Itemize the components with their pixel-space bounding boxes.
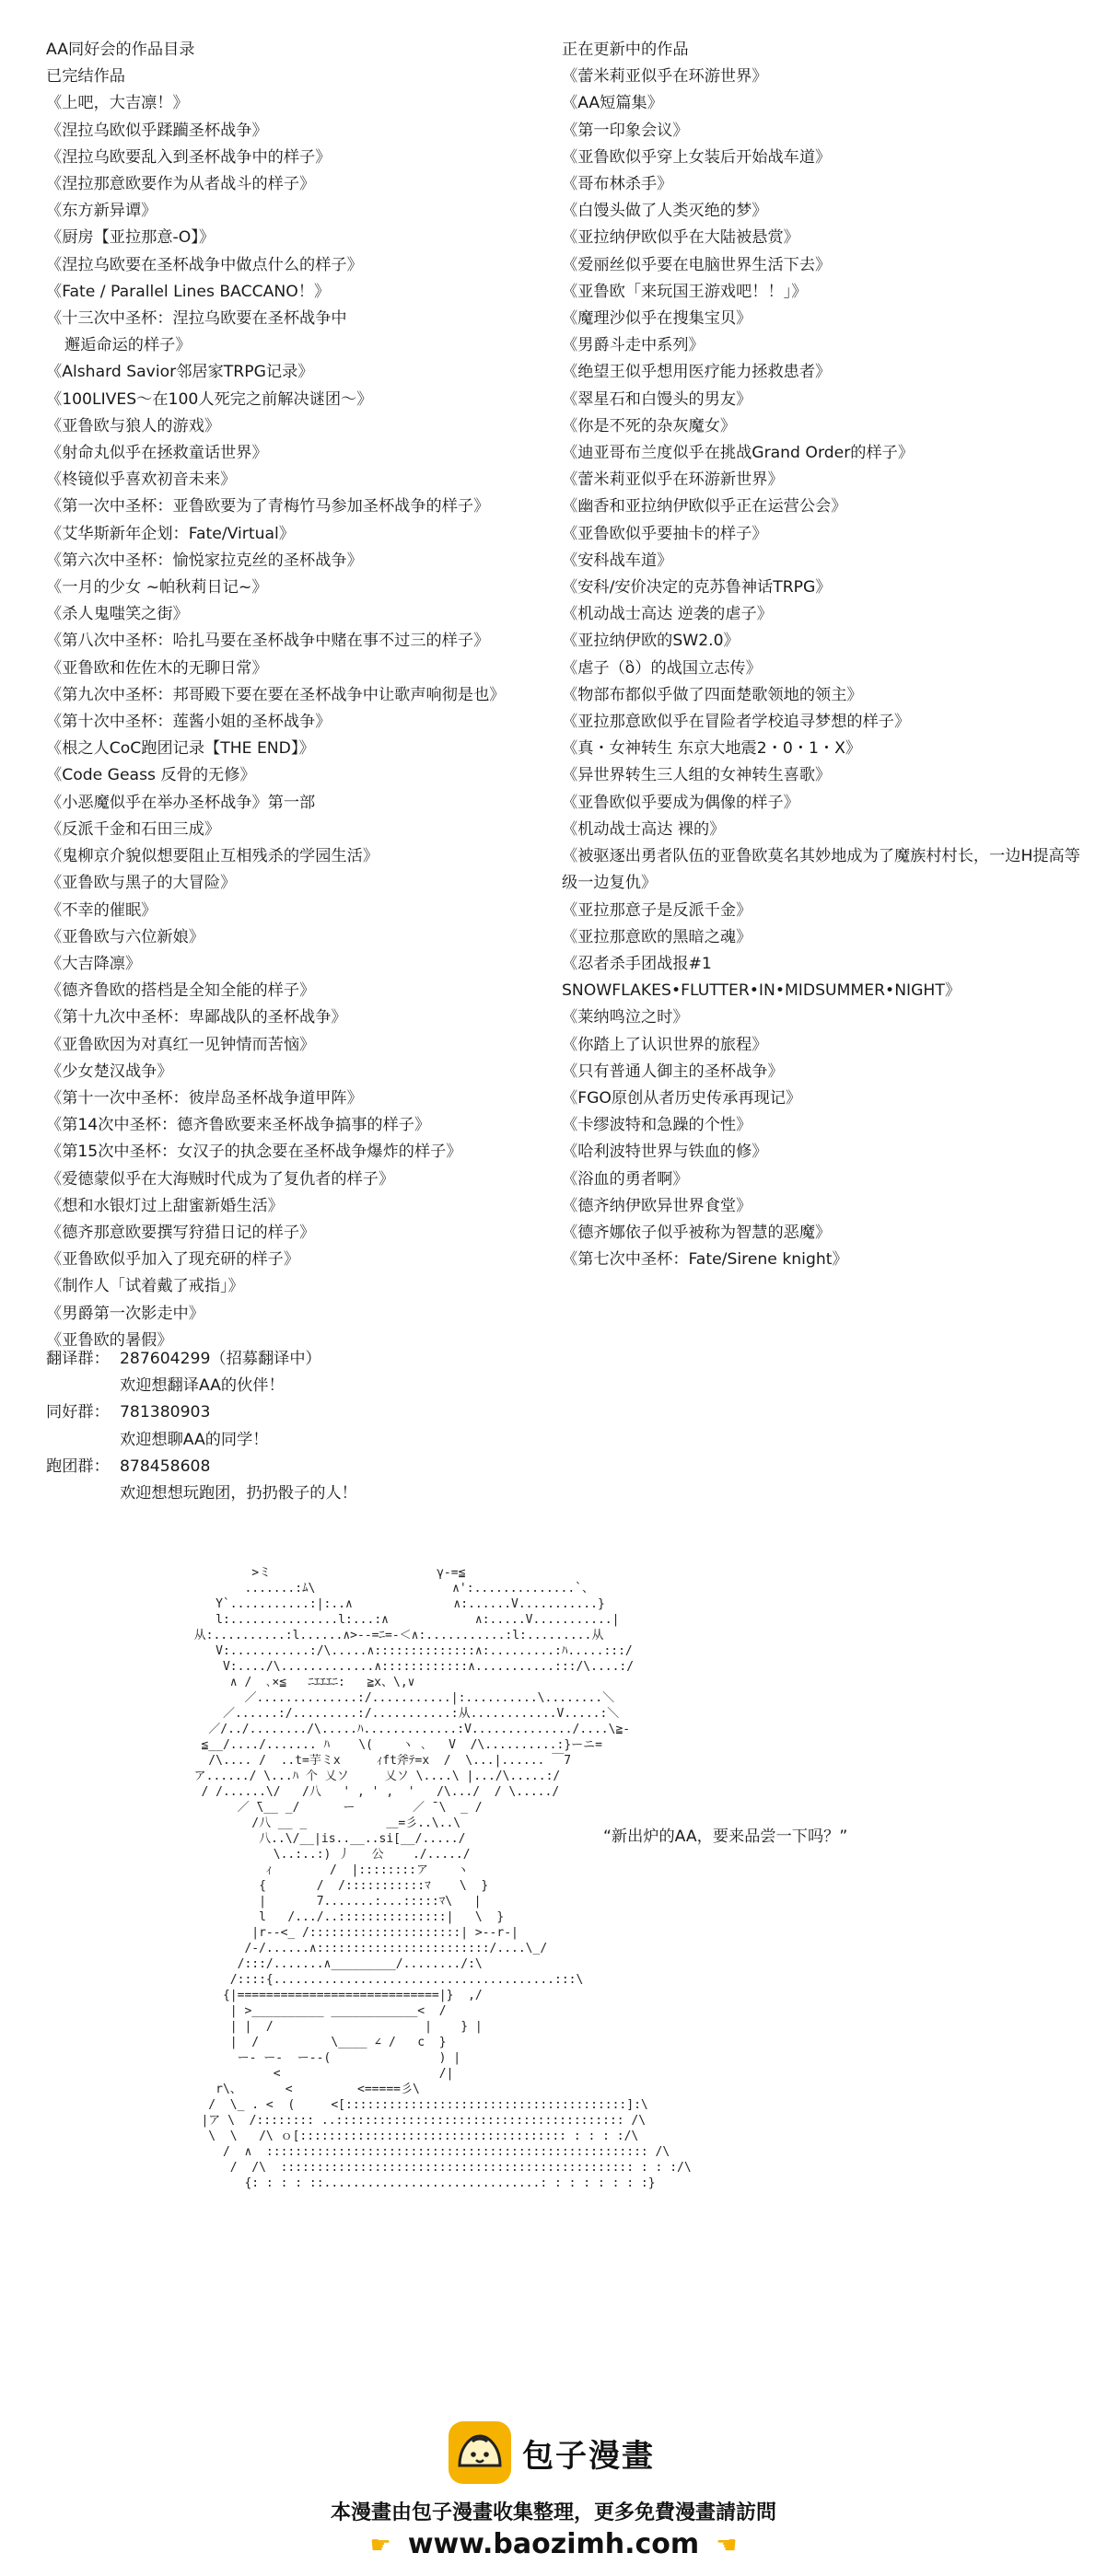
work-title: 《一月的少女 ~帕秋莉日记~》 [46, 578, 268, 598]
banner-notice: 本漫畫由包子漫畫收集整理，更多免費漫畫請訪問 [330, 2501, 776, 2524]
work-title: 《反派千金和石田三成》 [46, 819, 221, 839]
bun-logo-icon [447, 2419, 513, 2486]
work-title: 《第14次中圣杯：德齐鲁欧要来圣杯战争搞事的样子》 [46, 1116, 431, 1135]
work-title: 《安科/安价决定的克苏鲁神话TRPG》 [562, 578, 832, 598]
work-title: 《绝望王似乎想用医疗能力拯救患者》 [562, 363, 832, 382]
work-title: 《第九次中圣杯：邦哥殿下要在要在圣杯战争中让歌声响彻是也》 [46, 685, 506, 704]
work-title: 《亚鲁欧和佐佐木的无聊日常》 [46, 658, 268, 678]
work-title: 《涅拉乌欧要在圣杯战争中做点什么的样子》 [46, 255, 363, 274]
work-title: 《爱丽丝似乎要在电脑世界生活下去》 [562, 255, 832, 274]
run-number: 878458608 [120, 1456, 211, 1476]
work-title: 《柊镜似乎喜欢初音未来》 [46, 470, 237, 490]
work-title: 《Code Geass 反骨的无修》 [46, 766, 256, 785]
work-title: 《亚鲁欧的暑假》 [46, 1330, 173, 1350]
work-title: 《第十九次中圣杯：卑鄙战队的圣杯战争》 [46, 1008, 347, 1027]
translate-label: 翻译群： [46, 1350, 110, 1368]
work-title: 《亚鲁欧似乎加入了现充研的样子》 [46, 1250, 300, 1270]
completed-works-column [46, 37, 543, 1354]
work-title: 《德齐娜依子似乎被称为智慧的恶魔》 [562, 1223, 832, 1242]
translate-number: 287604299（招募翻译中） [120, 1350, 321, 1368]
fan-group [46, 1399, 357, 1426]
run-label: 跑团群： [46, 1456, 110, 1476]
site-logo[interactable] [447, 2419, 655, 2486]
group-contacts [46, 1346, 357, 1507]
watermark-banner [0, 2412, 1107, 2576]
work-title: 《亚拉那意子是反派千金》 [562, 900, 752, 920]
work-title: 《哈利波特世界与铁血的修》 [562, 1143, 768, 1162]
banner-url-row[interactable] [0, 2528, 1107, 2560]
work-title: 《根之人CoC跑团记录【THE END】》 [46, 739, 315, 759]
work-title: 《哥布林杀手》 [562, 175, 673, 194]
work-title: 《Fate / Parallel Lines BACCANO！》 [46, 282, 331, 301]
fan-number: 781380903 [120, 1403, 211, 1422]
work-title: 《男爵斗走中系列》 [562, 336, 705, 355]
work-title: 《涅拉那意欧要作为从者战斗的样子》 [46, 175, 316, 194]
ongoing-works-column [562, 37, 1096, 1273]
work-title: 《亚拉纳伊欧似乎在大陆被悬赏》 [562, 228, 799, 248]
work-title: 《第一印象会议》 [562, 121, 689, 140]
work-title: 《大吉降凛》 [46, 954, 142, 973]
work-title: 《杀人鬼嗤笑之街》 [46, 605, 189, 624]
work-title: 《上吧，大吉凛！》 [46, 94, 189, 113]
work-title: 《第六次中圣杯：愉悦家拉克丝的圣杯战争》 [46, 551, 363, 570]
run-group [46, 1454, 357, 1480]
work-title: 《第八次中圣杯：哈扎马要在圣杯战争中赌在事不过三的样子》 [46, 632, 490, 651]
translate-group [46, 1346, 357, 1373]
work-title: 《莱纳鸣泣之时》 [562, 1008, 689, 1027]
work-title: 《亚鲁欧「来玩国王游戏吧！！」》 [562, 282, 808, 301]
work-title: 《亚鲁欧因为对真红一见钟情而苦恼》 [46, 1035, 316, 1054]
work-title: 《100LIVES～在100人死完之前解决谜团～》 [46, 389, 373, 409]
work-title: 《真・女神转生 东京大地震2・0・1・X》 [562, 739, 862, 759]
work-title: 《涅拉乌欧似乎蹂躏圣杯战争》 [46, 121, 268, 140]
work-title: 《幽香和亚拉纳伊欧似乎正在运营公会》 [562, 497, 847, 516]
work-title: 《亚拉纳伊欧的SW2.0》 [562, 632, 740, 651]
work-title: 《蕾米莉亚似乎在环游新世界》 [562, 470, 784, 490]
work-title: 《艾华斯新年企划：Fate/Virtual》 [46, 524, 295, 543]
work-title: 《涅拉乌欧要乱入到圣杯战争中的样子》 [46, 147, 332, 167]
pointing-left-hand-icon: ☚ [716, 2532, 738, 2559]
work-title: 《十三次中圣杯：涅拉乌欧要在圣杯战争中 [46, 309, 347, 329]
work-title: 《FGO原创从者历史传承再现记》 [562, 1088, 802, 1108]
work-title: 《物部布都似乎做了四面楚歌领地的领主》 [562, 685, 863, 704]
work-title: 《厨房【亚拉那意-O】》 [46, 228, 216, 248]
work-title: 《亚鲁欧与狼人的游戏》 [46, 416, 221, 435]
work-title: 《小恶魔似乎在举办圣杯战争》第一部 [46, 793, 316, 812]
character-quote: “新出炉的AA，要来品尝一下吗？” [603, 1828, 848, 1846]
work-title: 《男爵第一次影走中》 [46, 1304, 204, 1323]
catalog-title: AA同好会的作品目录 [46, 41, 195, 59]
work-title: 《亚鲁欧似乎穿上女装后开始战车道》 [562, 147, 832, 167]
translate-note: 欢迎想翻译AA的伙伴！ [120, 1376, 285, 1396]
work-title: 《射命丸似乎在拯救童话世界》 [46, 444, 268, 463]
work-title: 邂逅命运的样子》 [64, 336, 192, 355]
work-title: 《安科战车道》 [562, 551, 673, 570]
work-title: 《只有普通人御主的圣杯战争》 [562, 1062, 784, 1081]
work-title: 《想和水银灯过上甜蜜新婚生活》 [46, 1196, 284, 1215]
work-title: 《爱德蒙似乎在大海贼时代成为了复仇者的样子》 [46, 1169, 395, 1189]
work-title: 《不幸的催眠》 [46, 900, 157, 920]
work-title: 《魔理沙似乎在搜集宝贝》 [562, 309, 752, 329]
work-title: 《蕾米莉亚似乎在环游世界》 [562, 67, 768, 87]
work-title: 《德齐纳伊欧异世界食堂》 [562, 1196, 752, 1215]
work-title: 《AA短篇集》 [562, 94, 663, 113]
work-title: 《翠星石和白馒头的男友》 [562, 389, 752, 409]
work-title: 《异世界转生三人组的女神转生喜歌》 [562, 766, 832, 785]
work-title: 《卡缪波特和急躁的个性》 [562, 1116, 752, 1135]
logo-text: 包子漫畫 [522, 2437, 655, 2475]
work-title: 《亚拉那意欧的黑暗之魂》 [562, 927, 752, 946]
work-title: 《亚拉那意欧似乎在冒险者学校追寻梦想的样子》 [562, 713, 911, 732]
work-title: 《你踏上了认识世界的旅程》 [562, 1035, 768, 1054]
pointing-right-hand-icon: ☛ [369, 2532, 391, 2559]
work-title: 《亚鲁欧与六位新娘》 [46, 927, 204, 946]
work-title: 《被驱逐出勇者队伍的亚鲁欧莫名其妙地成为了魔族村村长，一边H提高等级一边复仇》 [562, 847, 1080, 893]
work-title: 《你是不死的杂灰魔女》 [562, 416, 737, 435]
ongoing-heading: 正在更新中的作品 [562, 41, 689, 59]
work-title: 《浴血的勇者啊》 [562, 1169, 689, 1189]
work-title: 《第十一次中圣杯：彼岸岛圣杯战争道甲阵》 [46, 1088, 363, 1108]
work-title: 《亚鲁欧与黑子的大冒险》 [46, 874, 237, 893]
work-title: 《虐子（ὃ）的战国立志传》 [562, 658, 762, 678]
ascii-art-figure [180, 1565, 692, 2371]
work-title: 《东方新异谭》 [46, 202, 157, 221]
work-title: 《亚鲁欧似乎要成为偶像的样子》 [562, 793, 799, 812]
work-title: 《第一次中圣杯：亚鲁欧要为了青梅竹马参加圣杯战争的样子》 [46, 497, 490, 516]
work-title: 《鬼柳京介貌似想要阻止互相残杀的学园生活》 [46, 847, 379, 866]
fan-label: 同好群： [46, 1403, 110, 1422]
work-title: 《第十次中圣杯：莲酱小姐的圣杯战争》 [46, 713, 332, 732]
ascii-art-lines: >ミ γ-=≦ .......:ﾑ\ ∧':..............`、 Y`...........:|:..∧ ∧:......V...........} l:...............l:...:∧ ∧:.....V...........| 从:..........:l......∧>--=ﾆ=-＜∧:...........:l:.........从 V:...........:/\.....∧::::::::::::::∧:.........:ﾊ.....:::/ V:..../\.............∧::::::::::::∧...........:::/\....:/ ∧ / ､×≦ ﾆｴｴｴﾆ: ≧x、\,∨ ／..............:/...........|:..........\........＼ ／......:/.........:/...........:从............V.....:＼ ／/../......../\.....ﾊ.............:V............../....\≧- ≦__/..../....... ﾊ \( ヽ ､ V /\..........:}ーニ= /\.... / ..t=芋ミx ｨft斧ﾃ=x / \...|...... ￣7 ア....../ \...ﾊ 个 乂ソ 乂ソ \....\ |.../\.....:/ / /......\/ /八 ' , ' , ' /\.../ / \...../ ／ ̄\__ _/ ー ／ ̄ \ _ / /八 __ _ ＿=彡..\..\ 八..\/__|is..__..si[__/...../ \..:..:) 丿 公 ./...../ ｨ / |::::::::ア ヽ { / /:::::::::::ﾏ \ } | 7.......:...:::::ﾏ\ | l /.../..:::::::::::::::| \ } |r--<_ /:::::::::::::::::::::| >--r-| /-/......∧::::::::::::::::::::::::/....\_/ /:::/.......∧_________/......../:\ /::::{.......................................:::\ {|============================|} ,/ | >__________ ____________< / | | / | } | | / \____ ∠ / c } ー- ー- ー--( ) | < /| r\、 < <=====彡\ / \_ . < ( <[:::::::::::::::::::::::::::::::::::::::]:\ |ア \ /:::::::: ..:::::::::::::::::::::::::::::::::::::::: /\ \ \ /\ ｏ[::::::::::::::::::::::::::::::::::::: : : : :/\ / ∧ ::::::::::::::::::::::::::::::::::::::::::::::::::::: /\ / /\ ::::::::::::::::::::::::::::::::::::::::::::::::: : : :/\ {: : : : ::..............................: : : : : : : :} [193, 1566, 692, 2190]
work-title: 《第15次中圣杯：女汉子的执念要在圣杯战争爆炸的样子》 [46, 1143, 462, 1162]
fan-note: 欢迎想聊AA的同学！ [120, 1430, 269, 1449]
work-title: 《制作人「试着戴了戒指」》 [46, 1277, 244, 1296]
work-title: 《少女楚汉战争》 [46, 1062, 173, 1081]
work-title: 《德齐那意欧要撰写狩猎日记的样子》 [46, 1223, 316, 1242]
site-url[interactable]: www.baozimh.com [407, 2528, 700, 2560]
run-note: 欢迎想想玩跑团，扔扔骰子的人！ [120, 1484, 357, 1503]
work-title: 《第七次中圣杯：Fate/Sirene knight》 [562, 1250, 848, 1270]
work-title: 《机动战士高达 逆袭的虐子》 [562, 605, 773, 624]
work-title: 《白馒头做了人类灭绝的梦》 [562, 202, 768, 221]
work-title: 《德齐鲁欧的搭档是全知全能的样子》 [46, 981, 316, 1001]
work-title: 《Alshard Savior邻居家TRPG记录》 [46, 363, 314, 382]
work-title: 《机动战士高达 裸的》 [562, 819, 726, 839]
work-title: 《忍者杀手团战报#1 SNOWFLAKES•FLUTTER•IN•MIDSUMMER•NIGHT》 [562, 954, 961, 1001]
work-title: 《亚鲁欧似乎要抽卡的样子》 [562, 524, 768, 543]
work-title: 《迪亚哥布兰度似乎在挑战Grand Order的样子》 [562, 444, 915, 463]
completed-heading: 已完结作品 [46, 67, 125, 87]
